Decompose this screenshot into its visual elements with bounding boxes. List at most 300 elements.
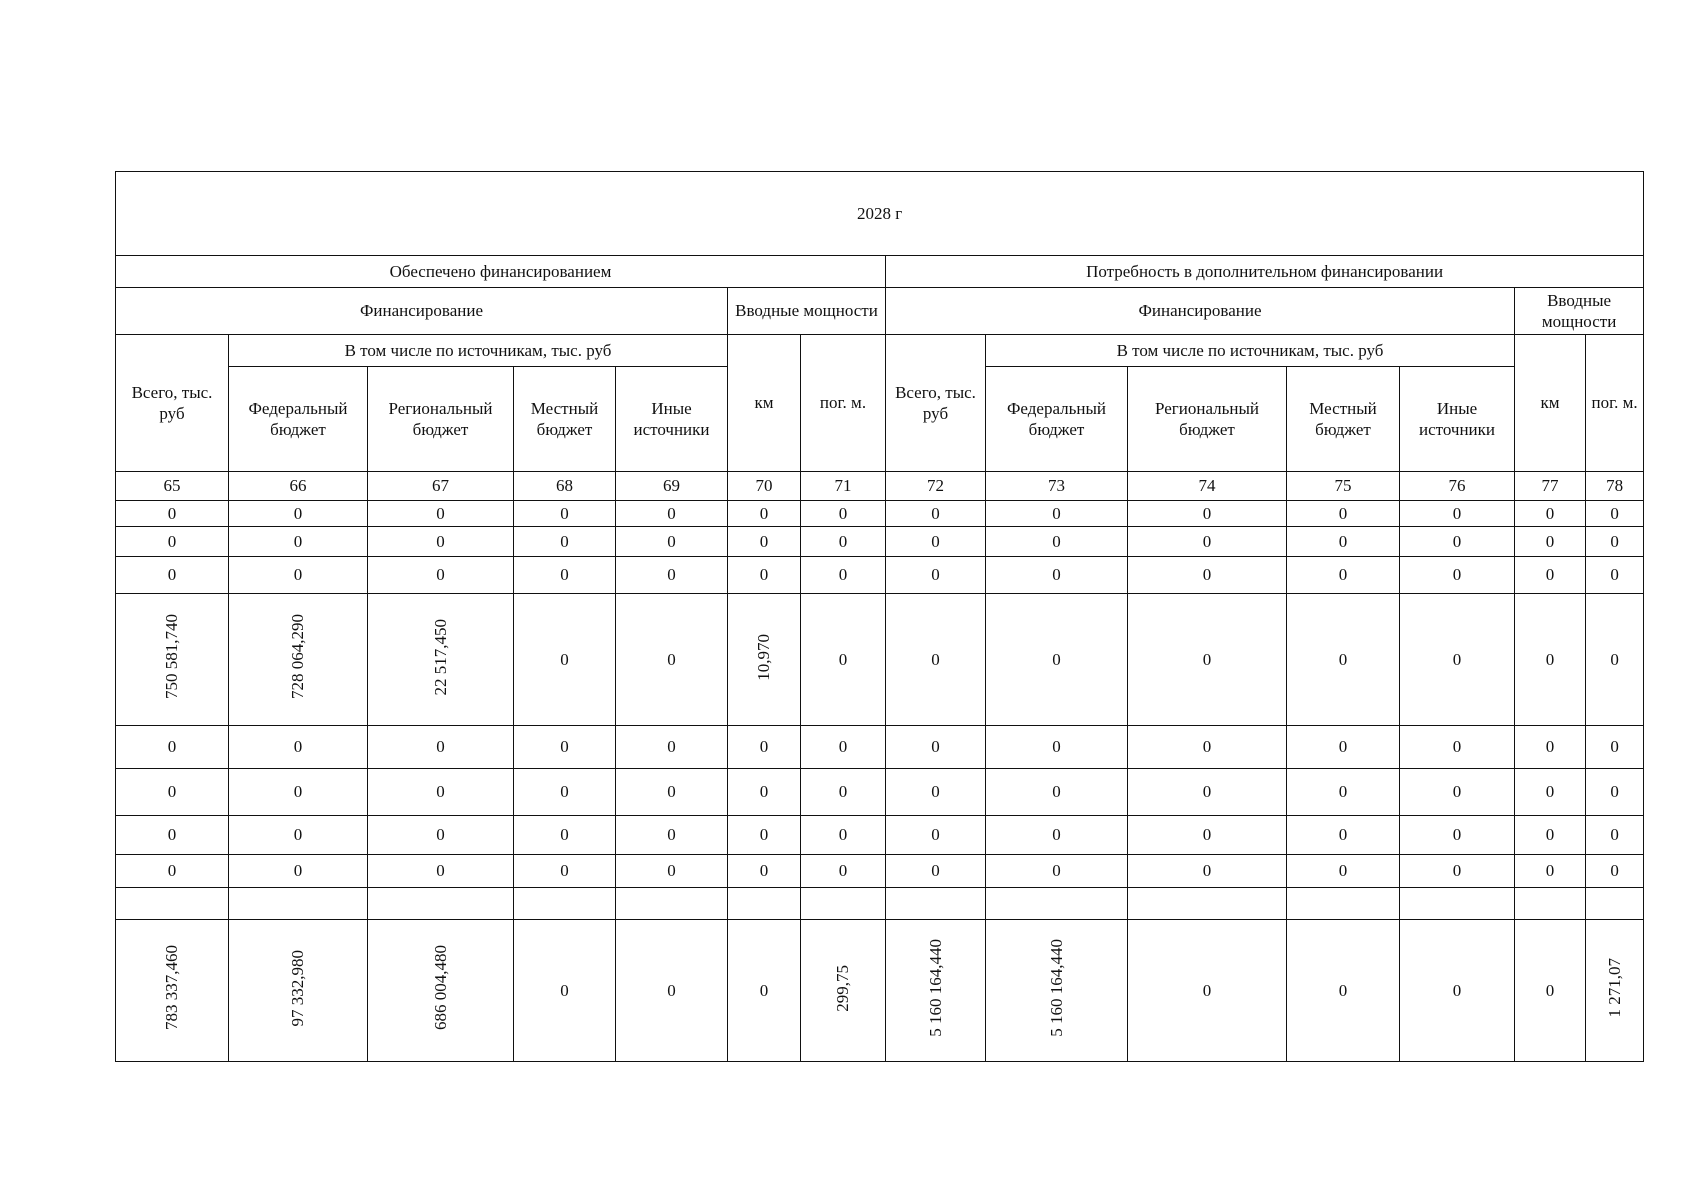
table-cell [728,527,801,557]
table-cell [1128,855,1287,888]
cell-value: 0 [838,565,848,585]
table-cell [1128,594,1287,726]
cell-value: 0 [1545,861,1555,881]
column-number-cell: 77 [1515,472,1586,501]
cell-value: 0 [436,861,445,881]
table-cell [986,769,1128,816]
cell-value: 0 [167,565,177,585]
table-row [116,726,1644,769]
cell-value: 0 [167,737,177,757]
cell-value: 0 [1052,782,1061,802]
pog-m-column-header: пог. м. [1586,335,1644,472]
cell-value: 0 [838,649,848,669]
table-cell [1515,816,1586,855]
cell-value: 0 [1202,565,1212,585]
cell-value: 0 [1610,649,1619,669]
cell-value: 0 [838,782,848,802]
km-column-header: км [1515,335,1586,472]
cell-value: 0 [838,825,848,845]
cell-value: 0 [1202,503,1212,523]
total-column-header: Всего, тыс. руб [116,335,229,472]
column-number-cell: 76 [1400,472,1515,501]
table-cell [1515,920,1586,1062]
table-row [116,888,1644,920]
table-cell [116,527,229,557]
table-cell [1515,888,1586,920]
table-cell [1287,527,1400,557]
cell-value: 0 [167,503,177,523]
table-cell [368,527,514,557]
table-cell [728,557,801,594]
pog-m-column-header: пог. м. [801,335,886,472]
cell-value: 0 [838,861,848,881]
table-cell [1400,855,1515,888]
cell-value: 0 [436,825,445,845]
cell-value: 0 [436,503,445,523]
by-sources-header: В том числе по источникам, тыс. руб [229,335,728,367]
table-cell [1128,888,1287,920]
table-cell [616,769,728,816]
cell-value: 0 [667,825,676,845]
cell-value: 0 [1202,825,1212,845]
cell-value: 0 [560,503,569,523]
cell-value: 1 271,07 [1604,958,1624,1018]
table-cell [1287,501,1400,527]
table-cell [229,527,368,557]
capacity-header: Вводные мощности [728,288,886,335]
cell-value: 0 [436,782,445,802]
table-cell [1128,769,1287,816]
table-cell [368,920,514,1062]
table-cell [1586,594,1644,726]
cell-value: 0 [293,531,303,551]
table-cell [229,855,368,888]
cell-value: 0 [1338,861,1348,881]
table-cell [986,527,1128,557]
table-cell [616,855,728,888]
table-cell [1515,769,1586,816]
cell-value: 0 [1202,782,1212,802]
table-cell [1515,726,1586,769]
table-cell [728,501,801,527]
table-cell [801,769,886,816]
table-cell [368,888,514,920]
cell-value: 0 [1545,980,1555,1000]
table-cell [728,816,801,855]
cell-value: 0 [560,649,569,669]
table-cell [1400,501,1515,527]
cell-value: 0 [667,565,676,585]
cell-value: 0 [667,782,676,802]
cell-value: 0 [1338,565,1348,585]
table-cell [1400,816,1515,855]
financing-header: Финансирование [886,288,1515,335]
table-cell [1515,557,1586,594]
cell-value: 0 [560,782,569,802]
column-number-cell: 66 [229,472,368,501]
cell-value: 0 [667,980,676,1000]
table-cell [116,920,229,1062]
federal-budget-header: Федеральный бюджет [986,367,1128,472]
column-number-cell: 73 [986,472,1128,501]
cell-value: 0 [667,861,676,881]
table-cell [116,855,229,888]
table-cell [886,816,986,855]
cell-value: 0 [931,737,940,757]
column-number-row [116,472,1644,501]
table-cell [1287,920,1400,1062]
cell-value: 0 [1338,531,1348,551]
table-cell [229,816,368,855]
other-sources-header: Иные источники [616,367,728,472]
cell-value: 0 [293,861,303,881]
cell-value: 22 517,450 [430,618,450,696]
table-cell [801,816,886,855]
cell-value: 0 [1202,980,1212,1000]
cell-value: 0 [1452,531,1462,551]
cell-value: 0 [1545,531,1555,551]
table-cell [801,920,886,1062]
table-cell [1515,594,1586,726]
cell-value: 0 [436,531,445,551]
table-cell [801,888,886,920]
table-cell [514,816,616,855]
table-row [116,527,1644,557]
table-cell [116,816,229,855]
cell-value: 0 [1052,825,1061,845]
table-row [116,920,1644,1062]
cell-value: 0 [560,565,569,585]
table-cell [514,855,616,888]
table-cell [1586,855,1644,888]
table-cell [1287,855,1400,888]
table-cell [1586,726,1644,769]
table-cell [1128,557,1287,594]
cell-value: 0 [667,649,676,669]
table-cell [1515,501,1586,527]
secured-financing-header: Обеспечено финансированием [116,256,886,288]
cell-value: 0 [1202,649,1212,669]
table-cell [801,726,886,769]
table-cell [728,920,801,1062]
table-cell [116,726,229,769]
table-row [116,594,1644,726]
local-budget-header: Местный бюджет [514,367,616,472]
table-cell [368,501,514,527]
cell-value: 0 [1338,980,1348,1000]
cell-value: 0 [1338,503,1348,523]
cell-value: 0 [1052,503,1061,523]
cell-value: 0 [1545,649,1555,669]
table-cell [616,501,728,527]
cell-value: 0 [1202,737,1212,757]
table-cell [986,501,1128,527]
cell-value: 0 [1052,861,1061,881]
table-cell [514,501,616,527]
table-row [116,855,1644,888]
cell-value: 0 [759,980,769,1000]
table-cell [801,855,886,888]
cell-value: 0 [931,782,940,802]
table-cell [886,920,986,1062]
cell-value: 0 [1610,503,1619,523]
table-cell [514,920,616,1062]
table-cell [801,557,886,594]
column-number-cell: 75 [1287,472,1400,501]
table-cell [886,888,986,920]
year-header: 2028 г [116,172,1644,256]
table-cell [1287,594,1400,726]
cell-value: 0 [931,503,940,523]
cell-value: 0 [1452,861,1462,881]
table-cell [1586,888,1644,920]
table-cell [1128,501,1287,527]
cell-value: 0 [759,737,769,757]
cell-value: 0 [759,565,769,585]
cell-value: 0 [436,565,445,585]
table-cell [986,557,1128,594]
table-cell [1586,816,1644,855]
cell-value: 0 [759,861,769,881]
table-cell [616,920,728,1062]
cell-value: 0 [293,737,303,757]
cell-value: 0 [759,531,769,551]
table-cell [1400,769,1515,816]
cell-value: 97 332,980 [288,949,308,1027]
cell-value: 0 [931,649,940,669]
table-cell [728,594,801,726]
cell-value: 0 [167,782,177,802]
table-cell [728,726,801,769]
cell-value: 0 [838,531,848,551]
table-cell [801,501,886,527]
table-cell [116,769,229,816]
table-cell [986,888,1128,920]
table-cell [1586,557,1644,594]
cell-value: 0 [293,825,303,845]
cell-value: 0 [1610,531,1619,551]
table-cell [1400,557,1515,594]
table-cell [1400,527,1515,557]
local-budget-header: Местный бюджет [1287,367,1400,472]
cell-value: 0 [1545,503,1555,523]
table-cell [1287,726,1400,769]
table-cell [1287,888,1400,920]
table-cell [801,594,886,726]
cell-value: 750 581,740 [162,614,182,700]
table-cell [1128,527,1287,557]
column-number-cell: 68 [514,472,616,501]
cell-value: 0 [1052,565,1061,585]
cell-value: 0 [1338,649,1348,669]
column-number-cell: 69 [616,472,728,501]
table-row [116,816,1644,855]
table-cell [616,527,728,557]
capacity-header: Вводные мощности [1515,288,1644,335]
cell-value: 686 004,480 [430,945,450,1031]
table-cell [1128,726,1287,769]
cell-value: 0 [1338,737,1348,757]
cell-value: 10,970 [754,633,774,681]
table-cell [514,594,616,726]
table-cell [728,888,801,920]
cell-value: 728 064,290 [288,614,308,700]
table-cell [1586,527,1644,557]
cell-value: 0 [1610,782,1619,802]
cell-value: 0 [1545,782,1555,802]
cell-value: 0 [293,503,303,523]
table-cell [229,501,368,527]
table-cell [514,888,616,920]
table-cell [368,594,514,726]
table-cell [1586,920,1644,1062]
cell-value: 0 [1545,565,1555,585]
table-cell [1400,888,1515,920]
table-cell [886,501,986,527]
table-cell [616,726,728,769]
table-row [116,769,1644,816]
financing-table [115,171,1644,1062]
cell-value: 0 [1452,980,1462,1000]
column-number-cell: 67 [368,472,514,501]
cell-value: 0 [931,531,940,551]
column-number-cell: 70 [728,472,801,501]
cell-value: 0 [293,565,303,585]
cell-value: 299,75 [833,964,853,1012]
table-cell [1515,855,1586,888]
table-cell [116,557,229,594]
table-cell [1128,920,1287,1062]
cell-value: 0 [167,531,177,551]
cell-value: 0 [1610,861,1619,881]
cell-value: 0 [1452,565,1462,585]
cell-value: 0 [560,737,569,757]
table-cell [229,888,368,920]
table-cell [368,855,514,888]
table-cell [886,855,986,888]
cell-value: 5 160 164,440 [1046,939,1066,1037]
cell-value: 0 [1052,649,1061,669]
table-cell [229,769,368,816]
table-cell [886,769,986,816]
cell-value: 0 [931,565,940,585]
federal-budget-header: Федеральный бюджет [229,367,368,472]
cell-value: 0 [838,737,848,757]
table-cell [1400,920,1515,1062]
table-cell [1400,726,1515,769]
table-cell [1287,769,1400,816]
cell-value: 0 [931,825,940,845]
cell-value: 0 [167,861,177,881]
table-cell [1515,527,1586,557]
table-cell [368,769,514,816]
table-cell [514,726,616,769]
table-cell [116,888,229,920]
table-cell [986,855,1128,888]
table-cell [886,557,986,594]
cell-value: 0 [667,531,676,551]
cell-value: 0 [1452,782,1462,802]
table-cell [116,594,229,726]
column-number-cell: 78 [1586,472,1644,501]
table-cell [1586,769,1644,816]
column-number-cell: 72 [886,472,986,501]
table-cell [616,816,728,855]
financing-header: Финансирование [116,288,728,335]
table-cell [616,557,728,594]
table-cell [1128,816,1287,855]
column-number-cell: 65 [116,472,229,501]
table-cell [886,726,986,769]
table-cell [1287,816,1400,855]
regional-budget-header: Региональный бюджет [1128,367,1287,472]
cell-value: 783 337,460 [162,945,182,1031]
cell-value: 0 [1452,737,1462,757]
cell-value: 0 [1610,737,1619,757]
cell-value: 0 [436,737,445,757]
table-cell [514,769,616,816]
table-cell [886,594,986,726]
table-cell [368,557,514,594]
cell-value: 0 [759,825,769,845]
table-cell [514,527,616,557]
cell-value: 0 [838,503,848,523]
cell-value: 0 [167,825,177,845]
table-cell [986,594,1128,726]
table-cell [229,726,368,769]
cell-value: 0 [759,782,769,802]
cell-value: 0 [560,531,569,551]
table-cell [1287,557,1400,594]
table-cell [616,594,728,726]
cell-value: 0 [1610,825,1619,845]
table-cell [514,557,616,594]
cell-value: 0 [1202,531,1212,551]
table-cell [229,557,368,594]
cell-value: 0 [1338,825,1348,845]
cell-value: 0 [1202,861,1212,881]
table-cell [986,816,1128,855]
cell-value: 0 [1452,649,1462,669]
cell-value: 0 [1052,737,1061,757]
table-cell [116,501,229,527]
cell-value: 0 [1545,737,1555,757]
cell-value: 0 [667,737,676,757]
table-cell [368,726,514,769]
cell-value: 0 [1545,825,1555,845]
table-cell [616,888,728,920]
cell-value: 0 [1338,782,1348,802]
cell-value: 0 [1452,825,1462,845]
table-row [116,501,1644,527]
column-number-cell: 71 [801,472,886,501]
table-cell [229,594,368,726]
cell-value: 0 [931,861,940,881]
cell-value: 0 [1452,503,1462,523]
cell-value: 0 [667,503,676,523]
table-cell [1400,594,1515,726]
table-cell [886,527,986,557]
other-sources-header: Иные источники [1400,367,1515,472]
table-cell [986,726,1128,769]
km-column-header: км [728,335,801,472]
table-cell [986,920,1128,1062]
cell-value: 0 [1610,565,1619,585]
table-cell [368,816,514,855]
cell-value: 0 [293,782,303,802]
total-column-header: Всего, тыс. руб [886,335,986,472]
table-row [116,557,1644,594]
